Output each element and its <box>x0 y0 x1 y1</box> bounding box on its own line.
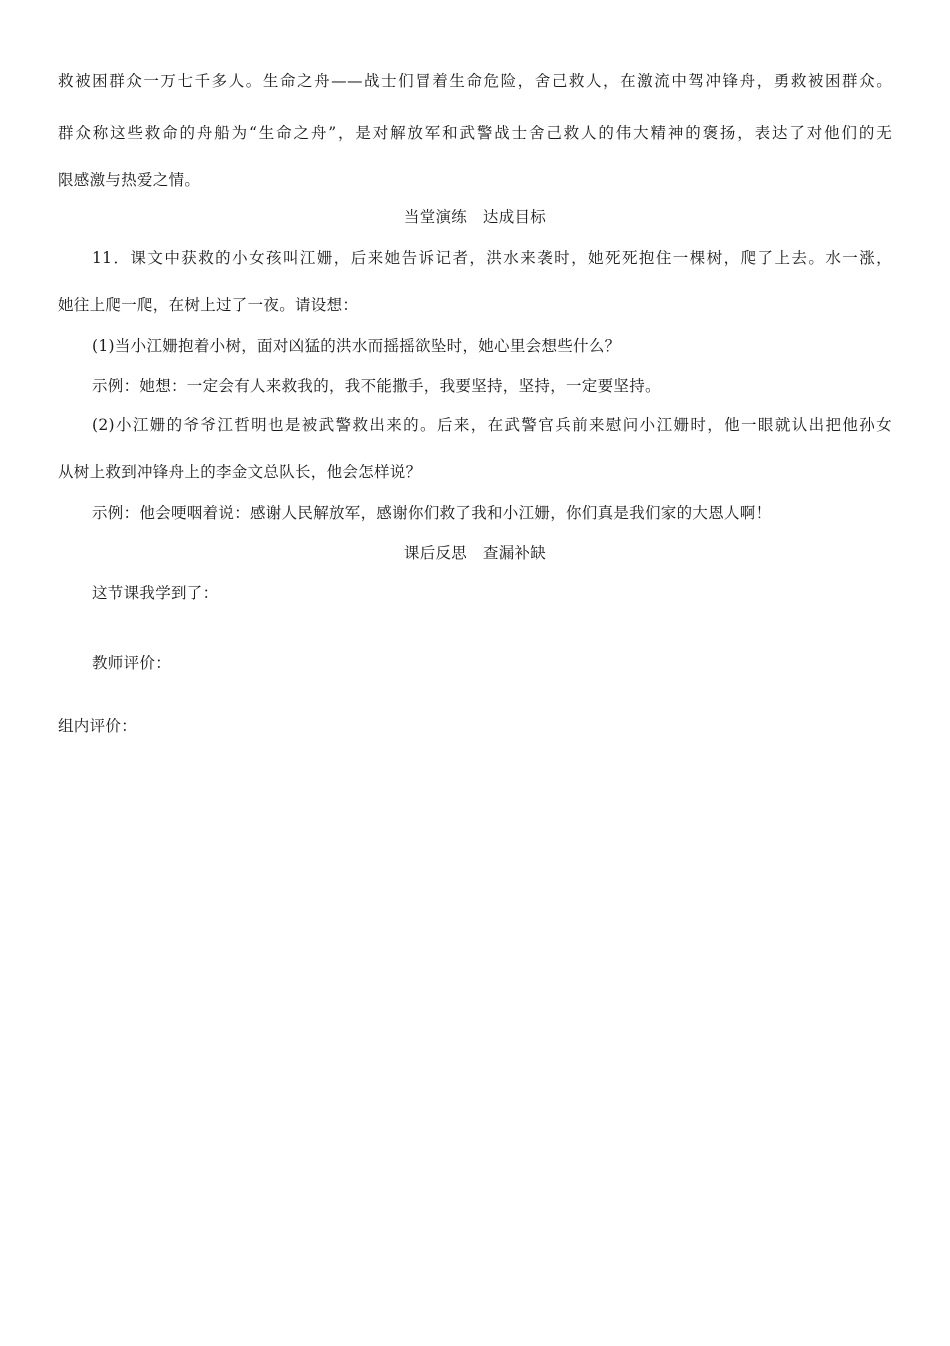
section-title-practice: 当堂演练 达成目标 <box>403 208 547 226</box>
section-title-reflection: 课后反思 查漏补缺 <box>403 544 547 562</box>
question-11-line-1: 11．课文中获救的小女孩叫江姗，后来她告诉记者，洪水来袭时，她死死抱住一棵树，爬了上去。水一涨， <box>92 249 892 267</box>
paragraph-line-1: 救被困群众一万七千多人。生命之舟——战士们冒着生命危险，舍己救人，在激流中驾冲锋舟，勇救被困群众。 <box>58 72 892 90</box>
paragraph-line-2: 群众称这些救命的舟船为“生命之舟”，是对解放军和武警战士舍己救人的伟大精神的褒扬，表达了对他们的无 <box>58 124 892 142</box>
sub-question-2-line-1: (2)小江姗的爷爷江哲明也是被武警救出来的。后来，在武警官兵前来慰问小江姗时，他一眼就认出把他孙女 <box>92 416 892 434</box>
answer-example-1: 示例：她想：一定会有人来救我的，我不能撒手，我要坚持，坚持，一定要坚持。 <box>92 377 661 395</box>
answer-example-2: 示例：他会哽咽着说：感谢人民解放军，感谢你们救了我和小江姗，你们真是我们家的大恩人啊！ <box>92 504 772 522</box>
paragraph-line-3: 限感激与热爱之情。 <box>58 171 201 189</box>
learned-label: 这节课我学到了： <box>92 584 219 602</box>
group-eval-label: 组内评价： <box>58 717 138 735</box>
question-11-line-2: 她往上爬一爬，在树上过了一夜。请设想： <box>58 296 359 314</box>
sub-question-1: (1)当小江姗抱着小树，面对凶猛的洪水而摇摇欲坠时，她心里会想些什么？ <box>92 337 621 355</box>
sub-question-2-line-2: 从树上救到冲锋舟上的李金文总队长，他会怎样说？ <box>58 463 422 481</box>
teacher-eval-label: 教师评价： <box>92 654 172 672</box>
